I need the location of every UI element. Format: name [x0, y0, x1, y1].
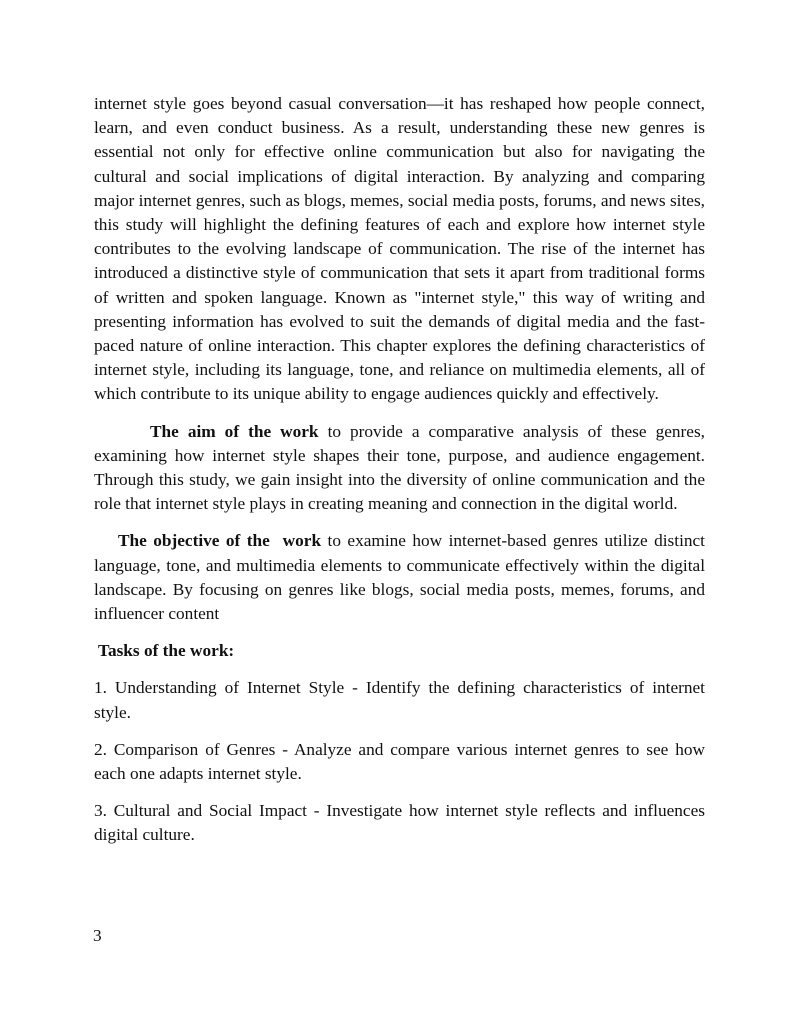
aim-heading: The aim of the work [150, 421, 319, 441]
objective-heading: The objective of the work [118, 531, 322, 551]
objective-paragraph [94, 529, 705, 626]
aim-text: to provide a comparative analysis of these genres, examining how internet style shapes their tone, purpose, and audience engagement. Through this study, we gain insight into the diversity of online communication and the role that internet style plays in creating meaning and connection in the digital world. [94, 421, 705, 514]
intro-paragraph: internet style goes beyond casual conversation—it has reshaped how people connect, learn, and even conduct business. As a result, understanding these new genres is essential not only for effective online communication but also for navigating the cultural and social implications of digital interaction. By analyzing and comparing major internet genres, such as blogs, memes, social media posts, forums, and news sites, this study will highlight the defining features of each and explore how internet style contributes to the evolving landscape of communication. The rise of the internet has introduced a distinctive style of communication that sets it apart from traditional forms of written and spoken language. Known as "internet style," this way of writing and presenting information has evolved to suit the demands of digital media and the fast-paced nature of online interaction. This chapter explores the defining characteristics of internet style, including its language, tone, and reliance on multimedia elements, all of which contribute to its unique ability to engage audiences quickly and effectively. [94, 94, 705, 404]
task-item-1: 1. Understanding of Internet Style - Identify the defining characteristics of internet style. [94, 678, 705, 722]
task-item-2: 2. Comparison of Genres - Analyze and compare various internet genres to see how each one adapts internet style. [94, 739, 705, 784]
page-number: 3 [93, 926, 102, 945]
task-item-3: 3. Cultural and Social Impact - Investigate how internet style reflects and influences digital culture. [94, 801, 705, 845]
document-page [94, 92, 705, 861]
objective-text: to examine how internet-based genres utilize distinct language, tone, and multimedia elements to communicate effectively within the digital landscape. By focusing on genres like blogs, social media posts, memes, forums, and influencer content [94, 531, 705, 624]
tasks-heading: Tasks of the work: [98, 641, 235, 661]
aim-paragraph [94, 420, 705, 517]
